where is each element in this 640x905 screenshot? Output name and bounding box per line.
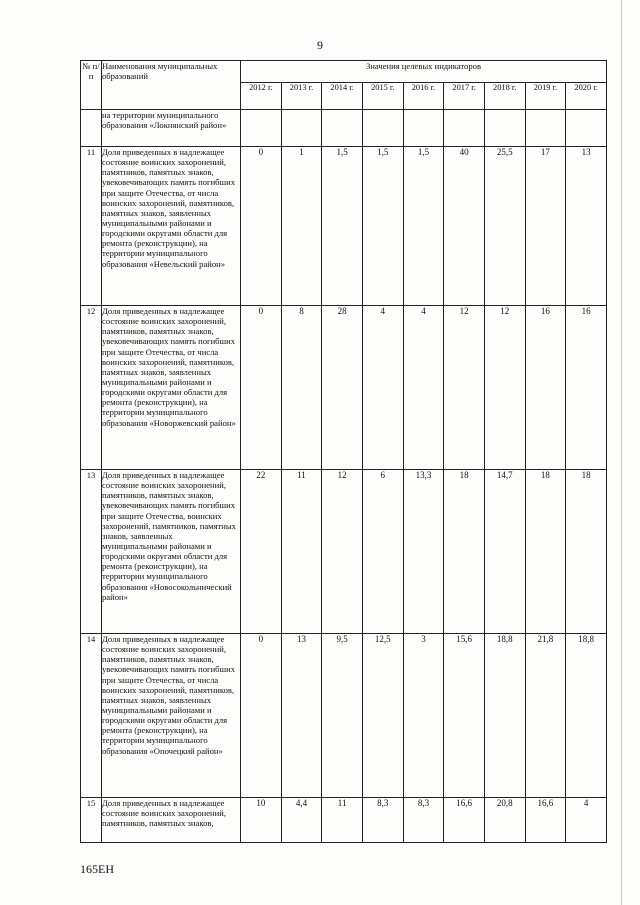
header-year: 2017 г. bbox=[444, 83, 485, 110]
value-cell bbox=[444, 110, 485, 147]
value-cell: 0 bbox=[241, 634, 282, 798]
row-num-cell: 13 bbox=[81, 470, 102, 634]
value-cell: 0 bbox=[241, 306, 282, 470]
value-cell: 18,8 bbox=[484, 634, 525, 798]
row-num-cell: 14 bbox=[81, 634, 102, 798]
value-cell bbox=[403, 110, 444, 147]
header-year: 2016 г. bbox=[403, 83, 444, 110]
row-num-cell bbox=[81, 110, 102, 147]
value-cell: 12 bbox=[444, 306, 485, 470]
value-cell bbox=[281, 110, 322, 147]
value-cell: 1,5 bbox=[403, 147, 444, 306]
value-cell: 13 bbox=[566, 147, 607, 306]
header-name: Наименования муниципальных образований bbox=[102, 61, 241, 110]
value-cell: 1,5 bbox=[322, 147, 363, 306]
value-cell: 25,5 bbox=[484, 147, 525, 306]
document-code: 165ЕН bbox=[80, 862, 114, 876]
table-row bbox=[81, 470, 607, 634]
value-cell: 16 bbox=[525, 306, 566, 470]
value-cell: 8,3 bbox=[362, 798, 403, 843]
value-cell: 14,7 bbox=[484, 470, 525, 634]
header-year: 2012 г. bbox=[241, 83, 282, 110]
table-row bbox=[81, 306, 607, 470]
row-name-cell: Доля приведенных в надлежащее состояние воинских захоронений, памятников, памятных знаков, увековечивающих память погибших при защите Отечества, от числа воинских захоронений, памятников, памятных знаков, заявленных муниципальными районами и городскими округами области для ремонта (реконструкции), на территории муниципального образования «Невельский район» bbox=[102, 147, 241, 306]
table-row bbox=[81, 634, 607, 798]
header-num: № п/п bbox=[81, 61, 102, 110]
header-year: 2020 г. bbox=[566, 83, 607, 110]
value-cell bbox=[241, 110, 282, 147]
row-num-cell: 12 bbox=[81, 306, 102, 470]
value-cell: 8 bbox=[281, 306, 322, 470]
value-cell: 17 bbox=[525, 147, 566, 306]
value-cell: 18 bbox=[444, 470, 485, 634]
value-cell: 0 bbox=[241, 147, 282, 306]
header-year: 2014 г. bbox=[322, 83, 363, 110]
value-cell: 13 bbox=[281, 634, 322, 798]
table-row bbox=[81, 798, 607, 843]
scan-edge-line bbox=[621, 0, 622, 905]
value-cell: 20,8 bbox=[484, 798, 525, 843]
value-cell: 8,3 bbox=[403, 798, 444, 843]
value-cell: 15,6 bbox=[444, 634, 485, 798]
value-cell: 12 bbox=[484, 306, 525, 470]
value-cell: 13,3 bbox=[403, 470, 444, 634]
page-number: 9 bbox=[317, 38, 323, 52]
value-cell: 16,6 bbox=[444, 798, 485, 843]
value-cell: 18 bbox=[525, 470, 566, 634]
row-num-cell: 15 bbox=[81, 798, 102, 843]
value-cell: 9,5 bbox=[322, 634, 363, 798]
header-year: 2018 г. bbox=[484, 83, 525, 110]
value-cell: 18 bbox=[566, 470, 607, 634]
indicators-table bbox=[80, 60, 607, 843]
value-cell: 1,5 bbox=[362, 147, 403, 306]
value-cell: 11 bbox=[281, 470, 322, 634]
value-cell bbox=[484, 110, 525, 147]
row-name-cell: Доля приведенных в надлежащее состояние воинских захоронений, памятников, памятных знаков, увековечивающих память погибших при защите Отечества, воинских захоронений, памятников, памятных знаков, заявленных муниципальными районами и городскими округами области для ремонта (реконструкции), на территории муниципального образования «Новосокольнический район» bbox=[102, 470, 241, 634]
value-cell: 4 bbox=[362, 306, 403, 470]
header-year: 2015 г. bbox=[362, 83, 403, 110]
table-row-continuation bbox=[81, 110, 607, 147]
value-cell: 21,8 bbox=[525, 634, 566, 798]
value-cell: 22 bbox=[241, 470, 282, 634]
value-cell: 6 bbox=[362, 470, 403, 634]
value-cell: 10 bbox=[241, 798, 282, 843]
value-cell bbox=[566, 110, 607, 147]
row-num-cell: 11 bbox=[81, 147, 102, 306]
value-cell: 4 bbox=[403, 306, 444, 470]
row-name-cell: на территории муниципального образования «Локнянский район» bbox=[102, 110, 241, 147]
value-cell bbox=[362, 110, 403, 147]
value-cell: 11 bbox=[322, 798, 363, 843]
value-cell: 28 bbox=[322, 306, 363, 470]
table-row bbox=[81, 147, 607, 306]
header-year: 2019 г. bbox=[525, 83, 566, 110]
value-cell: 16 bbox=[566, 306, 607, 470]
value-cell: 40 bbox=[444, 147, 485, 306]
value-cell: 4 bbox=[566, 798, 607, 843]
table-header-row bbox=[81, 61, 607, 83]
header-year: 2013 г. bbox=[281, 83, 322, 110]
row-name-cell: Доля приведенных в надлежащее состояние воинских захоронений, памятников, памятных знаков, bbox=[102, 798, 241, 843]
value-cell bbox=[525, 110, 566, 147]
value-cell: 4,4 bbox=[281, 798, 322, 843]
header-indicator-group: Значения целевых индикаторов bbox=[241, 61, 607, 83]
value-cell: 16,6 bbox=[525, 798, 566, 843]
value-cell: 1 bbox=[281, 147, 322, 306]
value-cell: 12,5 bbox=[362, 634, 403, 798]
value-cell: 3 bbox=[403, 634, 444, 798]
row-name-cell: Доля приведенных в надлежащее состояние воинских захоронений, памятников, памятных знаков, увековечивающих память погибших при защите Отечества, от числа воинских захоронений, памятников, памятных знаков, заявленных муниципальными районами и городскими округами области для ремонта (реконструкции), на территории муниципального образования «Новоржевский район» bbox=[102, 306, 241, 470]
row-name-cell: Доля приведенных в надлежащее состояние воинских захоронений, памятников, памятных знаков, увековечивающих память погибших при защите Отечества, от числа воинских захоронений, памятников, памятных знаков, заявленных муниципальными районами и городскими округами области для ремонта (реконструкции), на территории муниципального образования «Опочецкий район» bbox=[102, 634, 241, 798]
value-cell bbox=[322, 110, 363, 147]
value-cell: 18,8 bbox=[566, 634, 607, 798]
value-cell: 12 bbox=[322, 470, 363, 634]
